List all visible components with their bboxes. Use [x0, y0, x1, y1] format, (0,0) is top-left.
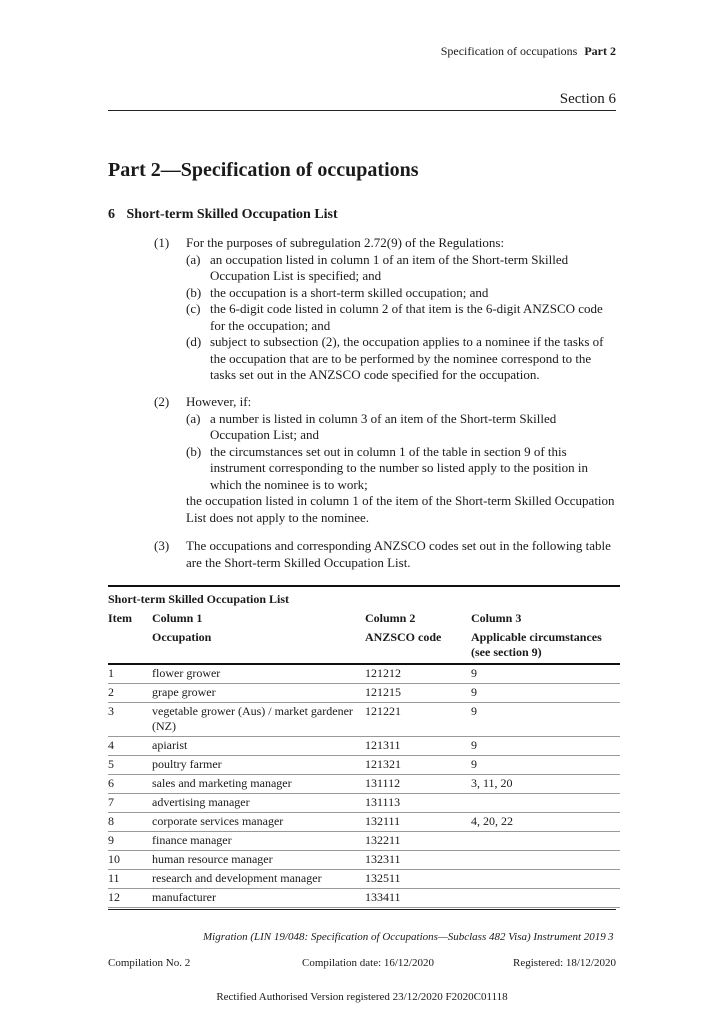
table-row [108, 737, 620, 756]
part-title: Part 2—Specification of occupations [108, 159, 419, 181]
paragraph-label: (b) [186, 443, 202, 459]
occupation-table [108, 585, 620, 908]
table-row [108, 703, 620, 737]
running-part: Part 2 [584, 44, 616, 58]
paragraph-text: subject to subsection (2), the occupation applies to a nominee if the tasks of the occupation that are to be performed by the nominee correspond to the tasks set out in the ANZSCO code specified for the occupation. [210, 334, 604, 382]
paragraph-text: a number is listed in column 3 of an item of the Short-term Skilled Occupation List; and [210, 410, 557, 442]
header-col1: Column 1 [152, 611, 203, 625]
circumstances-cell [471, 851, 620, 870]
table-row [108, 794, 620, 813]
subsection-intro: However, if: [186, 394, 252, 409]
occupation-cell: poultry farmer [152, 756, 365, 775]
item-cell: 9 [108, 832, 152, 851]
item-cell: 1 [108, 664, 152, 684]
table-subheader-row [108, 628, 620, 664]
subsection-label: (2) [154, 394, 170, 409]
occupation-cell: finance manager [152, 832, 365, 851]
paragraph-d [156, 334, 616, 384]
table-row [108, 813, 620, 832]
circumstances-cell: 9 [471, 737, 620, 756]
paragraph-b [156, 285, 616, 302]
header-item: Item [108, 611, 132, 625]
occupation-cell: corporate services manager [152, 813, 365, 832]
table-row [108, 851, 620, 870]
paragraph-text: the 6-digit code listed in column 2 of that item is the 6-digit ANZSCO code for the occupation; and [210, 301, 603, 333]
header-anzsco-code: ANZSCO code [365, 628, 471, 664]
table-row [108, 870, 620, 889]
item-cell: 5 [108, 756, 152, 775]
anzsco-code-cell: 133411 [365, 889, 471, 908]
occupation-cell: research and development manager [152, 870, 365, 889]
anzsco-code-cell: 121212 [365, 664, 471, 684]
circumstances-cell [471, 832, 620, 851]
occupation-cell: flower grower [152, 664, 365, 684]
subsection-label: (1) [154, 235, 170, 250]
header-occupation: Occupation [152, 628, 365, 664]
paragraph-text: the circumstances set out in column 1 of the table in section 9 of this instrument corresponding to the number so listed apply to the position in which the nominee is to work; [210, 443, 589, 492]
paragraph-label: (d) [186, 334, 202, 349]
subsection-conclusion: the occupation listed in column 1 of the item of the Short-term Skilled Occupation List does not apply to the nominee. [186, 493, 615, 525]
section-heading: Short-term Skilled Occupation List [126, 207, 338, 222]
anzsco-code-cell: 132211 [365, 832, 471, 851]
occupation-cell: manufacturer [152, 889, 365, 908]
paragraph-label: (c) [186, 301, 201, 316]
item-cell: 10 [108, 851, 152, 870]
circumstances-cell: 4, 20, 22 [471, 813, 620, 832]
paragraph-label: (a) [186, 251, 201, 267]
circumstances-cell: 9 [471, 703, 620, 737]
anzsco-code-cell: 131113 [365, 794, 471, 813]
header-item-blank [108, 628, 152, 664]
paragraph-text: the occupation is a short-term skilled occupation; and [210, 284, 489, 300]
occupation-cell: human resource manager [152, 851, 365, 870]
circumstances-cell: 3, 11, 20 [471, 775, 620, 794]
table-row [108, 889, 620, 908]
footer-instrument-title: Migration (LIN 19/048: Specification of Occupations—Subclass 482 Visa) Instrument 2019 [203, 931, 606, 943]
occupation-cell: apiarist [152, 737, 365, 756]
item-cell: 12 [108, 889, 152, 908]
anzsco-code-cell: 121321 [365, 756, 471, 775]
subsection-2 [156, 394, 616, 526]
header-divider [108, 110, 616, 111]
compilation-number: Compilation No. 2 [108, 957, 191, 969]
paragraph-b [156, 444, 616, 494]
subsection-label: (3) [154, 538, 170, 553]
table-row [108, 832, 620, 851]
authorised-version-note: Rectified Authorised Version registered 23/12/2020 F2020C01118 [216, 991, 508, 1003]
circumstances-cell: 9 [471, 756, 620, 775]
table-row [108, 756, 620, 775]
anzsco-code-cell: 121215 [365, 684, 471, 703]
item-cell: 2 [108, 684, 152, 703]
table-row [108, 775, 620, 794]
circumstances-cell [471, 889, 620, 908]
paragraph-c [156, 301, 616, 334]
table-header-row [108, 609, 620, 628]
table-caption: Short-term Skilled Occupation List [108, 585, 620, 609]
occupation-cell: sales and marketing manager [152, 775, 365, 794]
item-cell: 7 [108, 794, 152, 813]
page-number: 3 [608, 931, 614, 943]
section-reference: Section 6 [559, 91, 616, 107]
header-col3: Column 3 [471, 611, 522, 625]
paragraph-text: an occupation listed in column 1 of an item of the Short-term Skilled Occupation List is specified; and [210, 251, 569, 283]
anzsco-code-cell: 132311 [365, 851, 471, 870]
occupation-cell: advertising manager [152, 794, 365, 813]
circumstances-cell [471, 870, 620, 889]
subsection-intro: The occupations and corresponding ANZSCO codes set out in the following table are the Short-term Skilled Occupation List. [186, 538, 611, 570]
anzsco-code-cell: 121221 [365, 703, 471, 737]
anzsco-code-cell: 131112 [365, 775, 471, 794]
subsection-intro: For the purposes of subregulation 2.72(9) of the Regulations: [186, 235, 505, 250]
occupation-cell: grape grower [152, 684, 365, 703]
anzsco-code-cell: 121311 [365, 737, 471, 756]
table-row [108, 684, 620, 703]
header-col2: Column 2 [365, 611, 416, 625]
item-cell: 11 [108, 870, 152, 889]
paragraph-label: (a) [186, 410, 201, 426]
paragraph-a [156, 252, 616, 285]
running-title: Specification of occupations [440, 44, 578, 58]
circumstances-cell: 9 [471, 684, 620, 703]
compilation-date: Compilation date: 16/12/2020 [302, 957, 434, 969]
paragraph-a [156, 411, 616, 444]
item-cell: 6 [108, 775, 152, 794]
circumstances-cell [471, 794, 620, 813]
item-cell: 8 [108, 813, 152, 832]
anzsco-code-cell: 132511 [365, 870, 471, 889]
occupation-cell: vegetable grower (Aus) / market gardener (NZ) [152, 703, 365, 737]
running-header [441, 44, 616, 59]
table-row [108, 664, 620, 684]
header-circumstances: Applicable circumstances (see section 9) [471, 628, 620, 664]
anzsco-code-cell: 132111 [365, 813, 471, 832]
section-title [108, 207, 338, 223]
table-end-divider [108, 909, 616, 910]
item-cell: 3 [108, 703, 152, 737]
circumstances-cell: 9 [471, 664, 620, 684]
item-cell: 4 [108, 737, 152, 756]
paragraph-label: (b) [186, 284, 202, 300]
registered-date: Registered: 18/12/2020 [513, 957, 616, 969]
section-number: 6 [108, 207, 115, 222]
subsection-1 [156, 235, 616, 384]
subsection-3 [156, 538, 616, 571]
